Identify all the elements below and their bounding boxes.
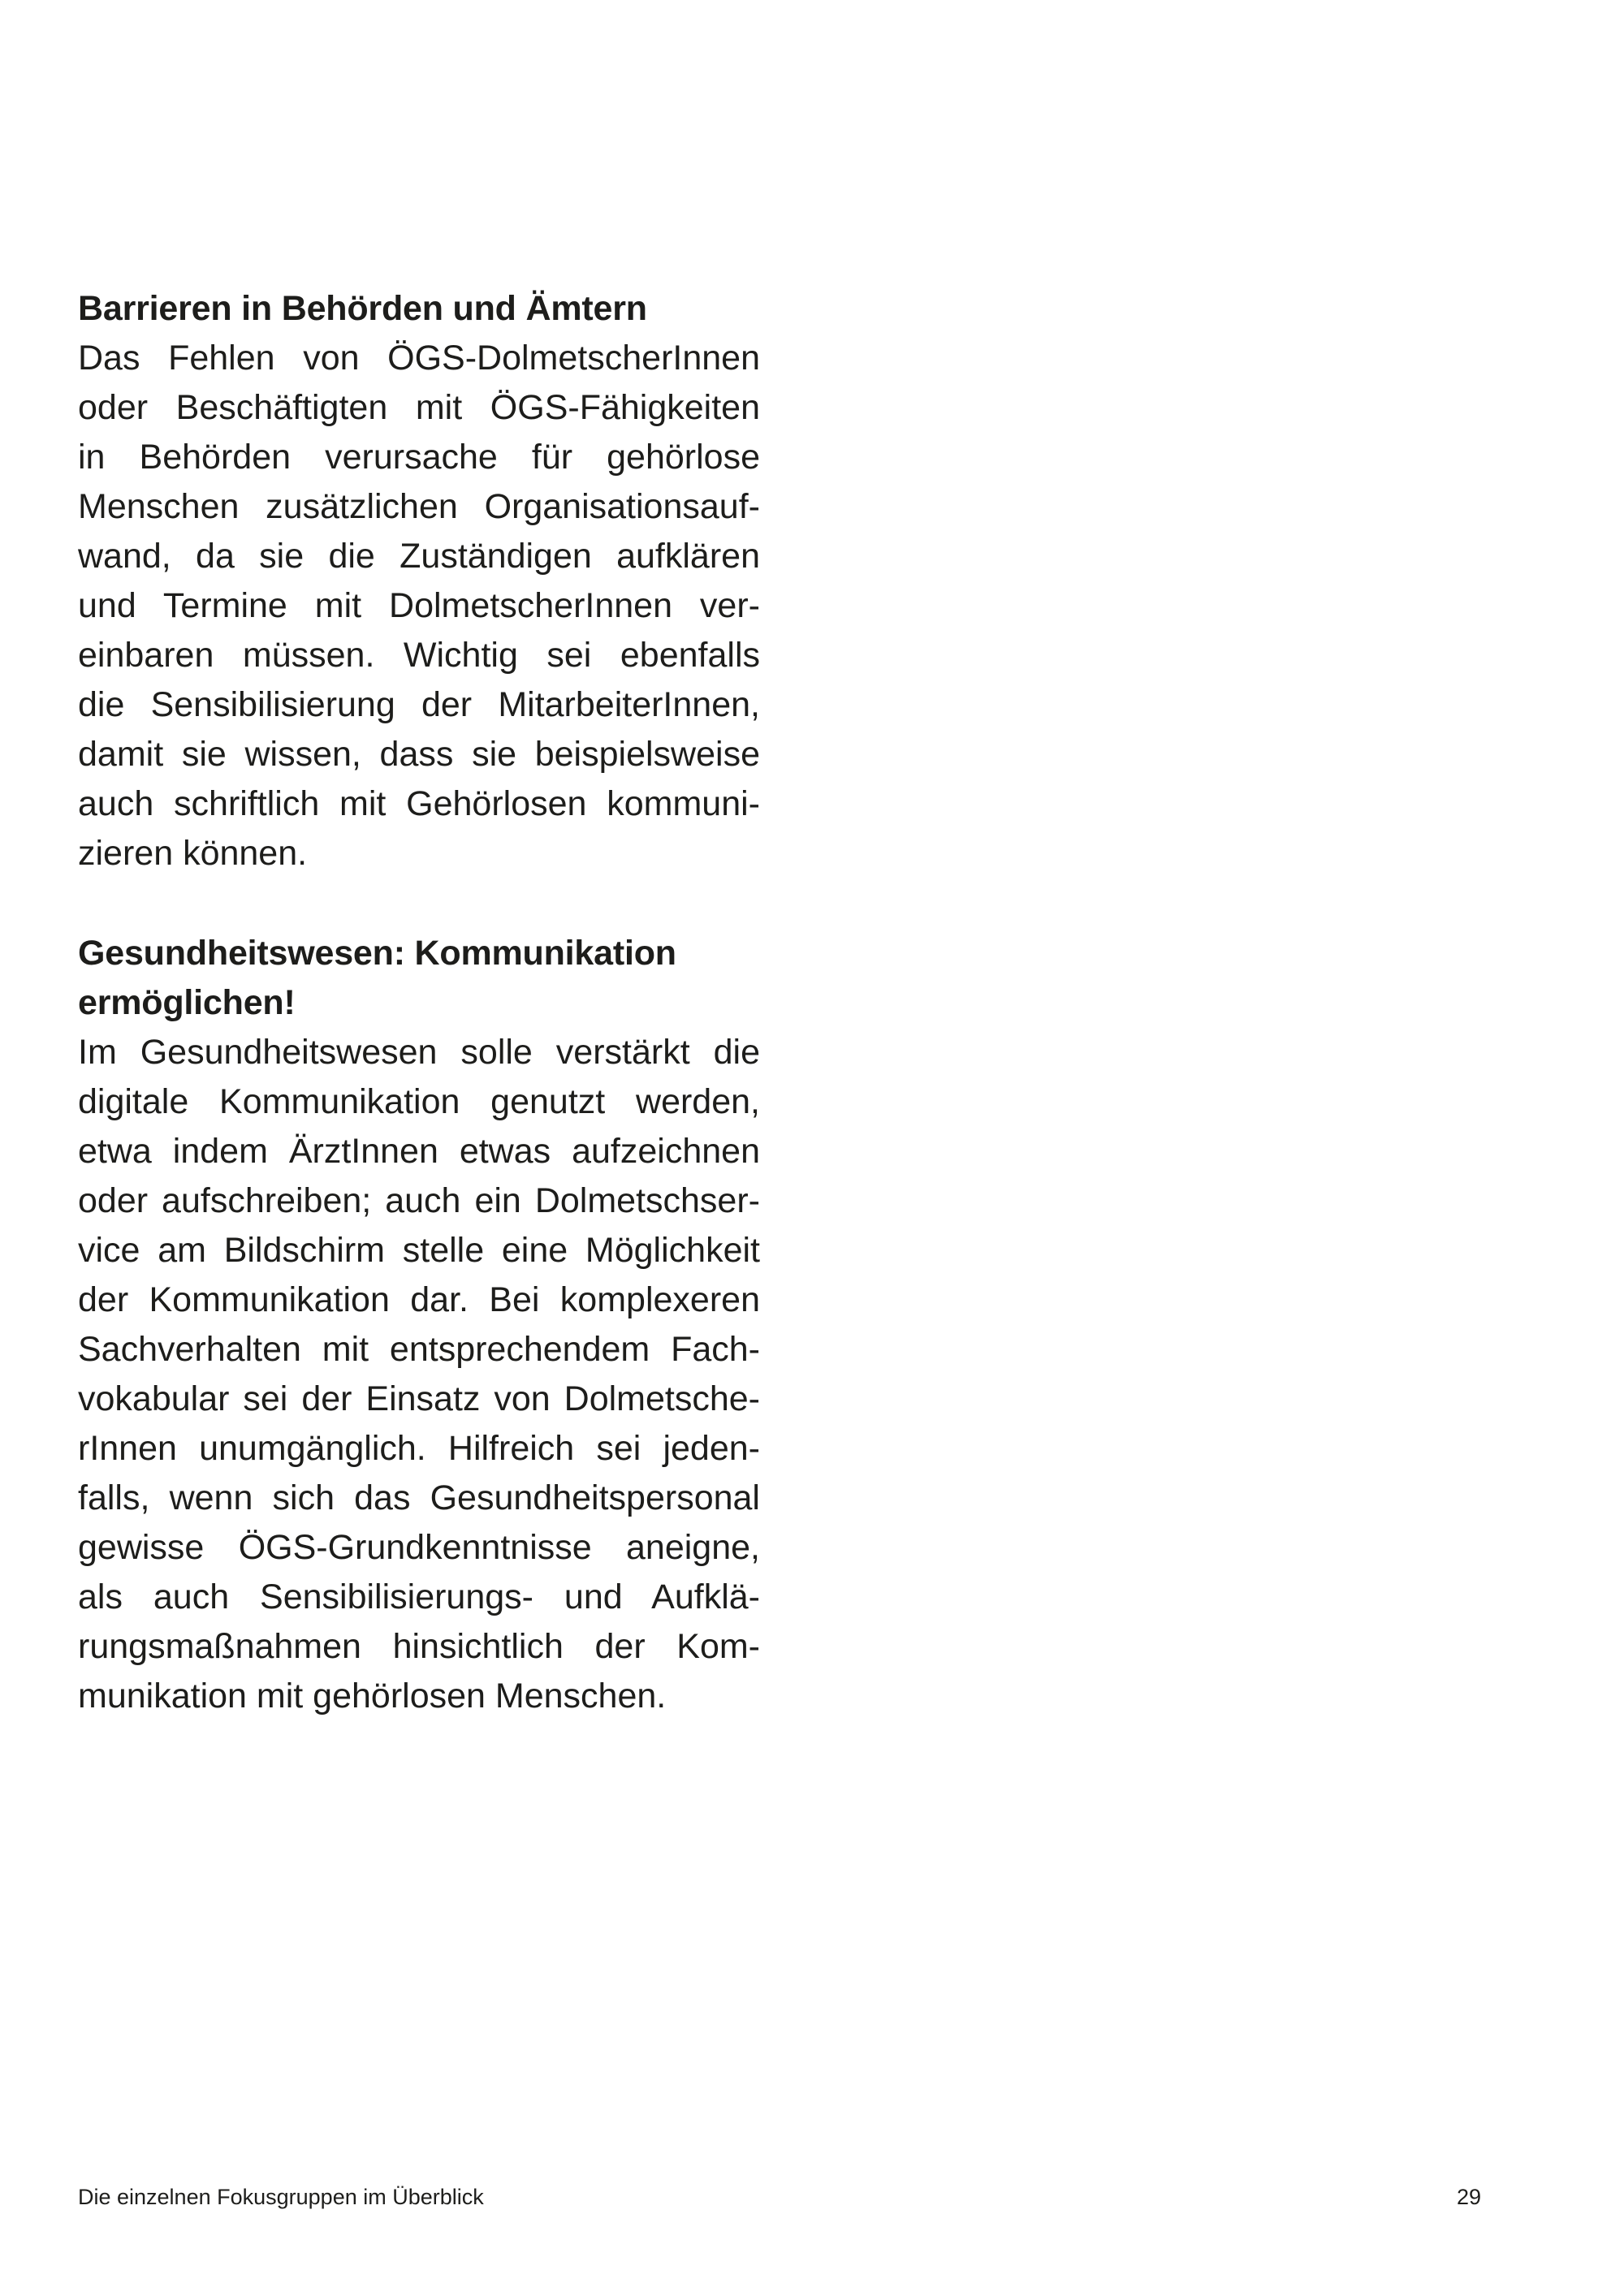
body-line: Menschen zusätzlichen Organisationsauf- bbox=[78, 487, 760, 526]
section-gesundheitswesen bbox=[78, 929, 760, 1721]
body-line: munikation mit gehörlosen Menschen. bbox=[78, 1677, 667, 1716]
heading-line: Barrieren in Behörden und Ämtern bbox=[78, 289, 647, 328]
body-line: die Sensibilisierung der MitarbeiterInnen, bbox=[78, 685, 760, 724]
body-line: damit sie wissen, dass sie beispielsweise bbox=[78, 735, 760, 774]
page-number: 29 bbox=[1456, 2185, 1481, 2209]
heading-line: ermöglichen! bbox=[78, 983, 296, 1022]
section-body bbox=[78, 334, 760, 878]
body-line: oder Beschäftigten mit ÖGS-Fähigkeiten bbox=[78, 388, 760, 427]
heading-line: Gesundheitswesen: Kommunikation bbox=[78, 934, 676, 973]
body-line: digitale Kommunikation genutzt werden, bbox=[78, 1082, 760, 1121]
body-line: zieren können. bbox=[78, 834, 308, 873]
body-line: auch schriftlich mit Gehörlosen kommuni- bbox=[78, 784, 760, 823]
body-line: einbaren müssen. Wichtig sei ebenfalls bbox=[78, 636, 760, 675]
section-heading bbox=[78, 284, 760, 334]
main-text-column bbox=[78, 284, 760, 1721]
section-body bbox=[78, 1028, 760, 1721]
body-line: rungsmaßnahmen hinsichtlich der Kom- bbox=[78, 1627, 760, 1666]
body-line: gewisse ÖGS-Grundkenntnisse aneigne, bbox=[78, 1528, 760, 1567]
body-line: Sachverhalten mit entsprechendem Fach- bbox=[78, 1330, 760, 1369]
body-line: der Kommunikation dar. Bei komplexeren bbox=[78, 1280, 760, 1319]
body-line: vice am Bildschirm stelle eine Möglichkeit bbox=[78, 1231, 760, 1270]
body-line: vokabular sei der Einsatz von Dolmetsche- bbox=[78, 1379, 760, 1418]
footer-title: Die einzelnen Fokusgruppen im Überblick bbox=[78, 2185, 484, 2209]
page-footer bbox=[78, 2181, 1481, 2213]
body-line: oder aufschreiben; auch ein Dolmetschser- bbox=[78, 1181, 760, 1220]
section-heading bbox=[78, 929, 760, 1028]
body-line: Im Gesundheitswesen solle verstärkt die bbox=[78, 1033, 760, 1072]
section-barrieren bbox=[78, 284, 760, 878]
body-line: Das Fehlen von ÖGS-DolmetscherInnen bbox=[78, 339, 760, 378]
body-line: und Termine mit DolmetscherInnen ver- bbox=[78, 586, 760, 625]
body-line: etwa indem ÄrztInnen etwas aufzeichnen bbox=[78, 1132, 760, 1171]
body-line: rInnen unumgänglich. Hilfreich sei jeden- bbox=[78, 1429, 760, 1468]
body-line: in Behörden verursache für gehörlose bbox=[78, 438, 760, 477]
body-line: wand, da sie die Zuständigen aufklären bbox=[78, 537, 760, 576]
body-line: als auch Sensibilisierungs- und Aufklä- bbox=[78, 1577, 760, 1616]
body-line: falls, wenn sich das Gesundheitspersonal bbox=[78, 1478, 760, 1517]
